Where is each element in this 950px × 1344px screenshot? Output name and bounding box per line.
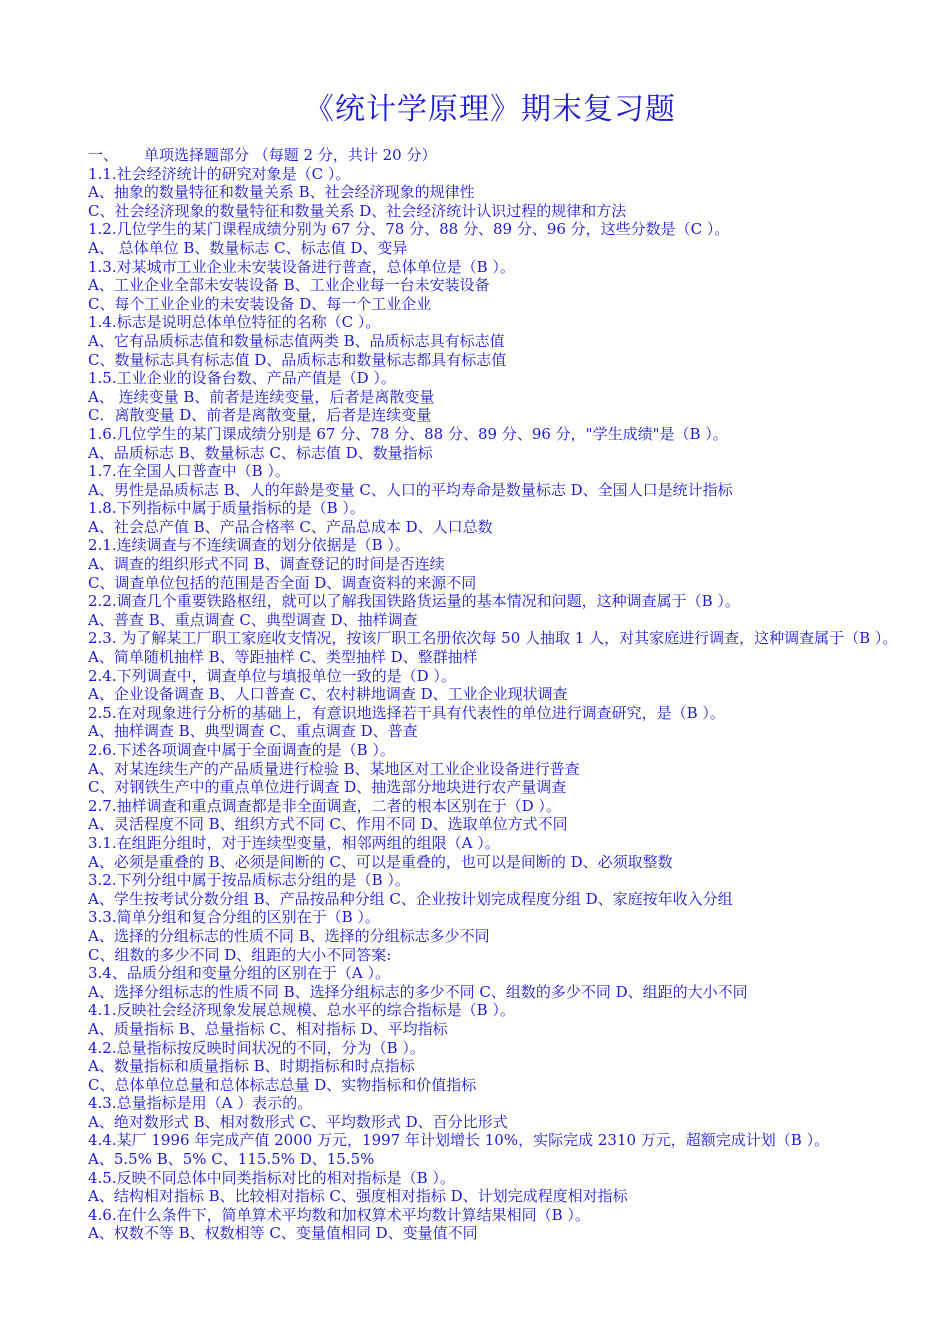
text-line: 3.1.在组距分组时，对于连续型变量，相邻两组的组限（A ）。 xyxy=(88,833,500,852)
text-line: 2.7.抽样调查和重点调查都是非全面调查，二者的根本区别在于（D ）。 xyxy=(88,796,561,815)
text-line: 4.6.在什么条件下，简单算术平均数和加权算术平均数计算结果相同（B ）。 xyxy=(88,1205,590,1224)
text-line: 4.2.总量指标按反映时间状况的不同，分为（B ）。 xyxy=(88,1038,425,1057)
text-line: 1.5.工业企业的设备台数、产品产值是（D ）。 xyxy=(88,369,396,388)
question-list xyxy=(88,165,898,1243)
text-line: A、抽样调查 B、典型调查 C、重点调查 D、普查 xyxy=(88,722,418,741)
text-line: 3.3.简单分组和复合分组的区别在于（B ）。 xyxy=(88,908,380,927)
text-line: 1.7.在全国人口普查中（B ）。 xyxy=(88,462,290,481)
text-line: A、学生按考试分数分组 B、产品按品种分组 C、企业按计划完成程度分组 D、家庭按年收入分组 xyxy=(88,889,733,908)
text-line: C、每个工业企业的未安装设备 D、每一个工业企业 xyxy=(88,294,432,313)
text-line: A、企业设备调查 B、人口普查 C、农村耕地调查 D、工业企业现状调查 xyxy=(88,685,568,704)
text-line: 1.1.社会经济统计的研究对象是（C ）。 xyxy=(88,164,351,183)
text-line: A、选择的分组标志的性质不同 B、选择的分组标志多少不同 xyxy=(88,926,490,945)
text-line: A、数量指标和质量指标 B、时期指标和时点指标 xyxy=(88,1057,415,1076)
section-heading-text: 单项选择题部分 （每题 2 分，共计 20 分） xyxy=(144,146,437,164)
text-line: A、它有品质标志值和数量标志值两类 B、品质标志具有标志值 xyxy=(88,331,505,350)
text-line: C、数量标志具有标志值 D、品质标志和数量标志都具有标志值 xyxy=(88,350,507,369)
text-line: A、简单随机抽样 B、等距抽样 C、类型抽样 D、整群抽样 xyxy=(88,648,478,667)
text-line: 2.4.下列调查中，调查单位与填报单位一致的是（D ）。 xyxy=(88,666,456,685)
text-line: A、社会总产值 B、产品合格率 C、产品总成本 D、人口总数 xyxy=(88,517,493,536)
text-line: A、绝对数形式 B、相对数形式 C、平均数形式 D、百分比形式 xyxy=(88,1112,508,1131)
section-heading xyxy=(88,146,898,165)
document-title: 《统计学原理》期末复习题 xyxy=(304,92,676,127)
text-line: C、调查单位包括的范围是否全面 D、调查资料的来源不同 xyxy=(88,573,477,592)
text-line: 3.2.下列分组中属于按品质标志分组的是（B ）。 xyxy=(88,871,410,890)
text-line: 2.6.下述各项调查中属于全面调查的是（B ）。 xyxy=(88,741,395,759)
text-line: C、社会经济现象的数量特征和数量关系 D、社会经济统计认识过程的规律和方法 xyxy=(88,201,627,220)
text-line: C．离散变量 D、前者是离散变量，后者是连续变量 xyxy=(88,406,432,425)
text-line: 2.1.连续调查与不连续调查的划分依据是（B ）。 xyxy=(88,536,410,555)
text-line: A、 总体单位 B、数量标志 C、标志值 D、变异 xyxy=(88,238,408,257)
section-number: 一、 xyxy=(88,146,119,164)
text-line: 1.2.几位学生的某门课程成绩分别为 67 分、78 分、88 分、89 分、96 分，这些分数是（C ）。 xyxy=(88,220,730,239)
text-line: A、权数不等 B、权数相等 C、变量值相同 D、变量值不同 xyxy=(88,1224,478,1243)
text-line: A、工业企业全部未安装设备 B、工业企业每一台未安装设备 xyxy=(88,276,490,295)
text-line: 4.4.某厂 1996 年完成产值 2000 万元，1997 年计划增长 10%，实际完成 2310 万元，超额完成计划（B ）。 xyxy=(88,1131,830,1150)
document-body xyxy=(88,146,898,1243)
text-line: A、必须是重叠的 B、必须是间断的 C、可以是重叠的，也可以是间断的 D、必须取整数 xyxy=(88,852,673,871)
text-line: 2.3. 为了解某工厂职工家庭收支情况，按该厂职工名册依次每 50 人抽取 1 人，对其家庭进行调查，这种调查属于（B ）。 xyxy=(88,629,898,648)
text-line: 4.5.反映不同总体中同类指标对比的相对指标是（B ）。 xyxy=(88,1168,455,1187)
text-line: C、总体单位总量和总体标志总量 D、实物指标和价值指标 xyxy=(88,1075,477,1094)
text-line: 3.4、品质分组和变量分组的区别在于（A ）。 xyxy=(88,964,390,983)
text-line: A、调查的组织形式不同 B、调查登记的时间是否连续 xyxy=(88,555,445,574)
text-line: A、普查 B、重点调查 C、典型调查 D、抽样调查 xyxy=(88,610,418,629)
text-line: 4.3.总量指标是用（A ）表示的。 xyxy=(88,1094,313,1113)
text-line: A、 连续变量 B、前者是连续变量，后者是离散变量 xyxy=(88,387,435,406)
text-line: 2.2.调查几个重要铁路枢纽，就可以了解我国铁路货运量的基本情况和问题，这种调查属于（B ）。 xyxy=(88,592,740,611)
text-line: A、品质标志 B、数量标志 C、标志值 D、数量指标 xyxy=(88,443,433,462)
text-line: A、结构相对指标 B、比较相对指标 C、强度相对指标 D、计划完成程度相对指标 xyxy=(88,1187,628,1206)
text-line: 1.8.下列指标中属于质量指标的是（B ）。 xyxy=(88,499,365,518)
text-line: A、5.5% B、5% C、115.5% D、15.5% xyxy=(88,1150,375,1169)
text-line: A、抽象的数量特征和数量关系 B、社会经济现象的规律性 xyxy=(88,183,475,202)
text-line: A、质量指标 B、总量指标 C、相对指标 D、平均指标 xyxy=(88,1019,448,1038)
text-line: C、对钢铁生产中的重点单位进行调查 D、抽选部分地块进行农产量调查 xyxy=(88,778,567,797)
text-line: 1.4.标志是说明总体单位特征的名称（C ）。 xyxy=(88,313,381,332)
text-line: 1.6.几位学生的某门课成绩分别是 67 分、78 分、88 分、89 分、96 分，"学生成绩"是（B ）。 xyxy=(88,424,728,443)
text-line: A、男性是品质标志 B、人的年龄是变量 C、人口的平均寿命是数量标志 D、全国人口是统计指标 xyxy=(88,480,733,499)
text-line: 1.3.对某城市工业企业未安装设备进行普查，总体单位是（B ）。 xyxy=(88,257,515,276)
text-line: 4.1.反映社会经济现象发展总规模、总水平的综合指标是（B ）。 xyxy=(88,1001,515,1020)
text-line: A、选择分组标志的性质不同 B、选择分组标志的多少不同 C、组数的多少不同 D、组距的大小不同 xyxy=(88,982,748,1001)
text-line: 2.5.在对现象进行分析的基础上，有意识地选择若干具有代表性的单位进行调查研究，是（B ）。 xyxy=(88,703,725,722)
text-line: A、灵活程度不同 B、组织方式不同 C、作用不同 D、选取单位方式不同 xyxy=(88,815,568,834)
text-line: C、组数的多少不同 D、组距的大小不同答案: xyxy=(88,945,392,964)
text-line: A、对某连续生产的产品质量进行检验 B、某地区对工业企业设备进行普查 xyxy=(88,759,580,778)
